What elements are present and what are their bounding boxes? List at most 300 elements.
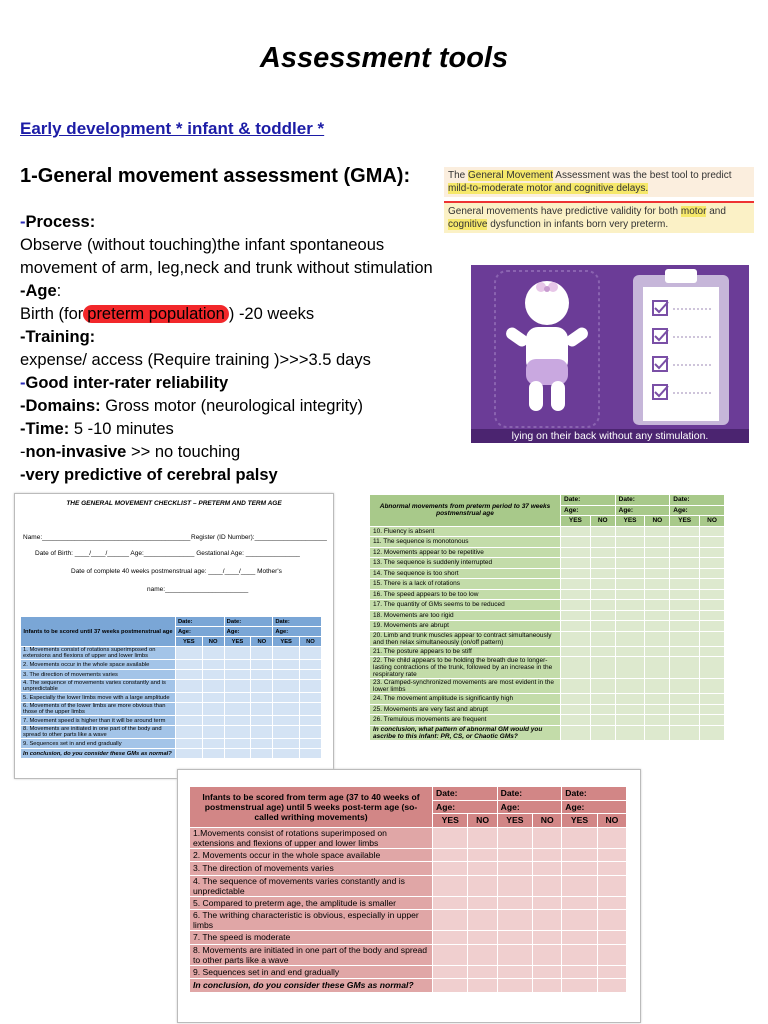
table-row (21, 680, 322, 693)
checkbox-cell[interactable] (700, 526, 725, 537)
checkbox-cell[interactable] (645, 631, 670, 646)
checkbox-cell[interactable] (700, 715, 725, 726)
checkbox-cell[interactable] (590, 657, 615, 679)
checkbox-cell[interactable] (597, 965, 626, 979)
checkbox-cell[interactable] (251, 647, 273, 660)
checkbox-cell[interactable] (251, 726, 273, 739)
checkbox-cell[interactable] (615, 579, 645, 590)
no-col: NO (202, 637, 224, 647)
table-row (370, 537, 725, 548)
checkbox-cell[interactable] (700, 537, 725, 548)
checkbox-cell[interactable] (561, 610, 591, 621)
checkbox-cell[interactable] (202, 680, 224, 693)
checkbox-cell[interactable] (645, 547, 670, 558)
checkbox-cell[interactable] (202, 703, 224, 716)
checkbox-cell[interactable] (590, 621, 615, 632)
checkbox-cell[interactable] (533, 931, 562, 945)
checkbox-cell[interactable] (561, 568, 591, 579)
checkbox-cell[interactable] (468, 862, 497, 876)
checkbox-cell[interactable] (615, 679, 645, 694)
checkbox-cell[interactable] (468, 875, 497, 896)
writhing-rows (190, 827, 627, 992)
checkbox-cell[interactable] (590, 537, 615, 548)
checkbox-cell[interactable] (615, 657, 645, 679)
checkbox-cell[interactable] (497, 965, 532, 979)
checkbox-cell[interactable] (468, 827, 497, 848)
checkbox-cell[interactable] (670, 704, 700, 715)
checkbox-cell[interactable] (202, 726, 224, 739)
checkbox-cell[interactable] (615, 610, 645, 621)
checkbox-cell[interactable] (645, 715, 670, 726)
checkbox-cell[interactable] (433, 965, 468, 979)
checkbox-cell[interactable] (224, 749, 251, 759)
checkbox-cell[interactable] (224, 739, 251, 749)
checkbox-cell[interactable] (497, 931, 532, 945)
checkbox-cell[interactable] (670, 657, 700, 679)
checkbox-cell[interactable] (561, 558, 591, 569)
checkbox-cell[interactable] (645, 646, 670, 657)
noninvasive-text: >> no touching (130, 443, 241, 461)
checkbox-cell[interactable] (670, 725, 700, 740)
checkbox-cell[interactable] (645, 725, 670, 740)
section-subtitle-link[interactable]: Early development * infant & toddler * (20, 119, 325, 138)
checkbox-cell[interactable] (299, 693, 321, 703)
checkbox-cell[interactable] (590, 694, 615, 705)
abnormal-rows (370, 526, 725, 740)
checkbox-cell[interactable] (597, 827, 626, 848)
age-prefix: Birth (for (20, 305, 84, 323)
checkbox-cell[interactable] (700, 679, 725, 694)
table-row (370, 568, 725, 579)
yes-col: YES (670, 516, 700, 527)
no-col: NO (597, 814, 626, 828)
age-label: Age: (497, 800, 562, 814)
row-label: 13. The sequence is suddenly interrupted (370, 558, 561, 569)
table-header: Abnormal movements from preterm period to 37 weeks postmenstrual age (370, 495, 561, 527)
checkbox-cell[interactable] (597, 896, 626, 910)
checkbox-cell[interactable] (645, 657, 670, 679)
checkbox-cell[interactable] (597, 931, 626, 945)
checkbox-cell[interactable] (562, 896, 597, 910)
checkbox-cell[interactable] (645, 558, 670, 569)
checkbox-cell[interactable] (590, 715, 615, 726)
no-col: NO (299, 637, 321, 647)
checkbox-cell[interactable] (176, 726, 203, 739)
checkbox-cell[interactable] (561, 589, 591, 600)
checkbox-cell[interactable] (700, 600, 725, 611)
checkbox-cell[interactable] (561, 694, 591, 705)
row-label: 4. The sequence of movements varies constantly and is unpredictable (190, 875, 433, 896)
time-label: Time: (25, 420, 70, 438)
checkbox-cell[interactable] (615, 589, 645, 600)
checkbox-cell[interactable] (615, 526, 645, 537)
checkbox-cell[interactable] (645, 537, 670, 548)
checkbox-cell[interactable] (497, 848, 532, 862)
checkbox-cell[interactable] (224, 670, 251, 680)
table-row (190, 965, 627, 979)
checkbox-cell[interactable] (299, 749, 321, 759)
checkbox-cell[interactable] (562, 931, 597, 945)
checkbox-cell[interactable] (561, 526, 591, 537)
illustration-caption: lying on their back without any stimulation. (471, 429, 749, 443)
checkbox-cell[interactable] (468, 896, 497, 910)
checkbox-cell[interactable] (224, 647, 251, 660)
checkbox-cell[interactable] (670, 600, 700, 611)
checkbox-cell[interactable] (615, 547, 645, 558)
checklist-rows (21, 647, 322, 759)
checkbox-cell[interactable] (433, 896, 468, 910)
table-row (370, 558, 725, 569)
no-col: NO (533, 814, 562, 828)
row-label: 7. Movement speed is higher than it will be around term (21, 716, 176, 726)
table-row (21, 739, 322, 749)
checkbox-cell[interactable] (433, 827, 468, 848)
checkbox-cell[interactable] (670, 568, 700, 579)
checkbox-cell[interactable] (561, 725, 591, 740)
checkbox-cell[interactable] (670, 621, 700, 632)
checkbox-cell[interactable] (562, 965, 597, 979)
checkbox-cell[interactable] (597, 875, 626, 896)
checkbox-cell[interactable] (533, 896, 562, 910)
checkbox-cell[interactable] (533, 965, 562, 979)
checkbox-cell[interactable] (433, 931, 468, 945)
checkbox-cell[interactable] (433, 862, 468, 876)
table-header: Infants to be scored until 37 weeks postmenstrual age (21, 617, 176, 647)
checkbox-cell[interactable] (533, 944, 562, 965)
yes-col: YES (273, 637, 300, 647)
checkbox-cell[interactable] (468, 979, 497, 993)
date-label: Date: (670, 495, 725, 506)
table-row (370, 600, 725, 611)
checkbox-cell[interactable] (645, 589, 670, 600)
checkbox-cell[interactable] (433, 875, 468, 896)
checkbox-cell[interactable] (670, 589, 700, 600)
checkbox-cell[interactable] (670, 537, 700, 548)
checkbox-cell[interactable] (497, 896, 532, 910)
checkbox-cell[interactable] (202, 647, 224, 660)
checkbox-cell[interactable] (590, 579, 615, 590)
domains-label: Domains: (25, 397, 101, 415)
checkbox-cell[interactable] (251, 749, 273, 759)
checkbox-cell[interactable] (273, 716, 300, 726)
checkbox-cell[interactable] (299, 726, 321, 739)
checkbox-cell[interactable] (645, 568, 670, 579)
checkbox-cell[interactable] (562, 875, 597, 896)
age-suffix: ) -20 weeks (228, 305, 315, 323)
checkbox-cell[interactable] (590, 558, 615, 569)
age-label: Age (25, 282, 57, 300)
checkbox-cell[interactable] (202, 670, 224, 680)
checkbox-cell[interactable] (299, 660, 321, 670)
table-row (370, 704, 725, 715)
checkbox-cell[interactable] (273, 703, 300, 716)
checkbox-cell[interactable] (176, 670, 203, 680)
checkbox-cell[interactable] (273, 660, 300, 670)
checkbox-cell[interactable] (533, 979, 562, 993)
checkbox-cell[interactable] (202, 693, 224, 703)
checkbox-cell[interactable] (670, 526, 700, 537)
checkbox-cell[interactable] (273, 680, 300, 693)
checkbox-cell[interactable] (700, 631, 725, 646)
yes-col: YES (615, 516, 645, 527)
row-label: 25. Movements are very fast and abrupt (370, 704, 561, 715)
checkbox-cell[interactable] (590, 589, 615, 600)
checkbox-cell[interactable] (615, 631, 645, 646)
table-row (370, 621, 725, 632)
checkbox-cell[interactable] (176, 739, 203, 749)
checkbox-cell[interactable] (590, 547, 615, 558)
checkbox-cell[interactable] (562, 848, 597, 862)
no-col: NO (645, 516, 670, 527)
checkbox-cell[interactable] (202, 660, 224, 670)
checkbox-cell[interactable] (497, 827, 532, 848)
date-label: Date: (224, 617, 273, 627)
checkbox-cell[interactable] (590, 526, 615, 537)
checkbox-cell[interactable] (615, 715, 645, 726)
checkbox-cell[interactable] (224, 693, 251, 703)
checkbox-cell[interactable] (670, 694, 700, 705)
checkbox-cell[interactable] (273, 726, 300, 739)
checkbox-cell[interactable] (561, 579, 591, 590)
checkbox-cell[interactable] (590, 725, 615, 740)
checkbox-cell[interactable] (561, 600, 591, 611)
training-text: expense/ access (Require training )>>>3.5 days (20, 351, 371, 369)
checkbox-cell[interactable] (561, 621, 591, 632)
checkbox-cell[interactable] (645, 600, 670, 611)
checkbox-cell[interactable] (590, 568, 615, 579)
checkbox-cell[interactable] (645, 579, 670, 590)
checkbox-cell[interactable] (533, 827, 562, 848)
row-label: 17. The quantity of GMs seems to be reduced (370, 600, 561, 611)
age-label: Age: (433, 800, 498, 814)
date-label: Date: (615, 495, 670, 506)
checkbox-cell[interactable] (562, 862, 597, 876)
checkbox-cell[interactable] (497, 875, 532, 896)
checkbox-cell[interactable] (645, 621, 670, 632)
checkbox-cell[interactable] (497, 910, 532, 931)
checkbox-cell[interactable] (700, 547, 725, 558)
checkbox-cell[interactable] (700, 646, 725, 657)
checkbox-cell[interactable] (561, 646, 591, 657)
checkbox-cell[interactable] (433, 910, 468, 931)
checkbox-cell[interactable] (273, 749, 300, 759)
row-label: 11. The sequence is monotonous (370, 537, 561, 548)
checkbox-cell[interactable] (468, 910, 497, 931)
checkbox-cell[interactable] (468, 944, 497, 965)
table-row (370, 610, 725, 621)
checkbox-cell[interactable] (176, 749, 203, 759)
checkbox-cell[interactable] (468, 848, 497, 862)
checkbox-cell[interactable] (615, 621, 645, 632)
checkbox-cell[interactable] (299, 680, 321, 693)
checkbox-cell[interactable] (202, 739, 224, 749)
date-label: Date: (433, 787, 498, 801)
checkbox-cell[interactable] (700, 621, 725, 632)
process-label: Process: (25, 213, 96, 231)
checkbox-cell[interactable] (615, 646, 645, 657)
quote-highlight: General Movement (468, 170, 554, 181)
checkbox-cell[interactable] (224, 703, 251, 716)
checkbox-cell[interactable] (273, 739, 300, 749)
checkbox-cell[interactable] (273, 670, 300, 680)
checkbox-cell[interactable] (700, 579, 725, 590)
checkbox-cell[interactable] (700, 558, 725, 569)
checkbox-cell[interactable] (251, 703, 273, 716)
conclusion-label: In conclusion, do you consider these GMs as normal? (21, 749, 176, 759)
checkbox-cell[interactable] (251, 670, 273, 680)
checkbox-cell[interactable] (700, 589, 725, 600)
checkbox-cell[interactable] (700, 725, 725, 740)
checkbox-cell[interactable] (433, 848, 468, 862)
row-label: 3. The direction of movements varies (190, 862, 433, 876)
yes-col: YES (497, 814, 532, 828)
checkbox-cell[interactable] (251, 716, 273, 726)
checkbox-cell[interactable] (251, 660, 273, 670)
checkbox-cell[interactable] (533, 862, 562, 876)
no-col: NO (251, 637, 273, 647)
checkbox-cell[interactable] (433, 979, 468, 993)
mother-name-field: name:_______________________ (147, 586, 249, 593)
checkbox-cell[interactable] (299, 703, 321, 716)
date-label: Date: (562, 787, 627, 801)
yes-col: YES (562, 814, 597, 828)
checkbox-cell[interactable] (468, 965, 497, 979)
checkbox-cell[interactable] (700, 704, 725, 715)
abnormal-movements-table (369, 494, 725, 741)
table-row (370, 715, 725, 726)
checkbox-cell[interactable] (700, 568, 725, 579)
row-label: 9. Sequences set in and end gradually (190, 965, 433, 979)
checkbox-cell[interactable] (590, 646, 615, 657)
table-row (190, 875, 627, 896)
gma-heading: 1-General movement assessment (GMA): (20, 165, 411, 187)
checkbox-cell[interactable] (176, 660, 203, 670)
checkbox-cell[interactable] (251, 693, 273, 703)
checkbox-cell[interactable] (645, 610, 670, 621)
checkbox-cell[interactable] (224, 726, 251, 739)
checkbox-cell[interactable] (590, 679, 615, 694)
checkbox-cell[interactable] (615, 725, 645, 740)
checkbox-cell[interactable] (299, 647, 321, 660)
table-row (190, 896, 627, 910)
checkbox-cell[interactable] (615, 558, 645, 569)
checkbox-cell[interactable] (670, 610, 700, 621)
checkbox-cell[interactable] (615, 600, 645, 611)
checkbox-cell[interactable] (202, 749, 224, 759)
checkbox-cell[interactable] (590, 600, 615, 611)
checkbox-cell[interactable] (562, 827, 597, 848)
checkbox-cell[interactable] (561, 715, 591, 726)
checkbox-cell[interactable] (224, 660, 251, 670)
checkbox-cell[interactable] (670, 558, 700, 569)
checkbox-cell[interactable] (561, 537, 591, 548)
checkbox-cell[interactable] (615, 537, 645, 548)
checkbox-cell[interactable] (202, 716, 224, 726)
checkbox-cell[interactable] (533, 875, 562, 896)
checkbox-cell[interactable] (700, 657, 725, 679)
checkbox-cell[interactable] (615, 568, 645, 579)
row-label: 7. The speed is moderate (190, 931, 433, 945)
checkbox-cell[interactable] (497, 944, 532, 965)
checkbox-cell[interactable] (561, 679, 591, 694)
checkbox-cell[interactable] (176, 647, 203, 660)
checkbox-cell[interactable] (433, 944, 468, 965)
checkbox-cell[interactable] (700, 610, 725, 621)
date-label: Date: (273, 617, 322, 627)
checkbox-cell[interactable] (590, 631, 615, 646)
checkbox-cell[interactable] (176, 693, 203, 703)
table-row (21, 693, 322, 703)
checkbox-cell[interactable] (561, 657, 591, 679)
checkbox-cell[interactable] (176, 716, 203, 726)
row-label: 20. Limb and trunk muscles appear to contract simultaneously and then relax simultaneously (on/off pattern) (370, 631, 561, 646)
checkbox-cell[interactable] (224, 680, 251, 693)
checkbox-cell[interactable] (670, 715, 700, 726)
checkbox-cell[interactable] (533, 848, 562, 862)
checkbox-cell[interactable] (299, 716, 321, 726)
checkbox-cell[interactable] (645, 526, 670, 537)
checkbox-cell[interactable] (615, 704, 645, 715)
checkbox-cell[interactable] (561, 631, 591, 646)
checkbox-cell[interactable] (533, 910, 562, 931)
row-label: 21. The posture appears to be stiff (370, 646, 561, 657)
table-row (21, 726, 322, 739)
checkbox-cell[interactable] (597, 910, 626, 931)
checkbox-cell[interactable] (561, 704, 591, 715)
checkbox-cell[interactable] (273, 647, 300, 660)
checkbox-cell[interactable] (645, 704, 670, 715)
checkbox-cell[interactable] (176, 703, 203, 716)
age-label: Age: (561, 505, 616, 516)
checkbox-cell[interactable] (224, 716, 251, 726)
checkbox-cell[interactable] (497, 862, 532, 876)
checkbox-cell[interactable] (645, 694, 670, 705)
checkbox-cell[interactable] (251, 739, 273, 749)
checkbox-cell[interactable] (670, 646, 700, 657)
quote-text: General movements have predictive validity for both (448, 206, 681, 217)
checkbox-cell[interactable] (562, 944, 597, 965)
checkbox-cell[interactable] (299, 670, 321, 680)
checkbox-cell[interactable] (615, 694, 645, 705)
checkbox-cell[interactable] (176, 680, 203, 693)
checkbox-cell[interactable] (562, 910, 597, 931)
checkbox-cell[interactable] (590, 610, 615, 621)
checkbox-cell[interactable] (670, 579, 700, 590)
row-label: 5. Especially the lower limbs move with a large amplitude (21, 693, 176, 703)
checkbox-cell[interactable] (273, 693, 300, 703)
checkbox-cell[interactable] (562, 979, 597, 993)
checkbox-cell[interactable] (700, 694, 725, 705)
table-row (190, 827, 627, 848)
checkbox-cell[interactable] (597, 848, 626, 862)
checkbox-cell[interactable] (670, 547, 700, 558)
checkbox-cell[interactable] (670, 631, 700, 646)
checkbox-cell[interactable] (597, 862, 626, 876)
checkbox-cell[interactable] (468, 931, 497, 945)
checkbox-cell[interactable] (251, 680, 273, 693)
checkbox-cell[interactable] (590, 704, 615, 715)
checkbox-cell[interactable] (670, 679, 700, 694)
checkbox-cell[interactable] (299, 739, 321, 749)
conclusion-label: In conclusion, what pattern of abnormal GM would you ascribe to this infant: PR, CS, or Chaotic GMs? (370, 725, 561, 740)
checkbox-cell[interactable] (645, 679, 670, 694)
checkbox-cell[interactable] (561, 547, 591, 558)
checkbox-cell[interactable] (497, 979, 532, 993)
row-label: 12. Movements appear to be repetitive (370, 547, 561, 558)
conclusion-row (370, 725, 725, 740)
checkbox-cell[interactable] (597, 979, 626, 993)
checkbox-cell[interactable] (597, 944, 626, 965)
